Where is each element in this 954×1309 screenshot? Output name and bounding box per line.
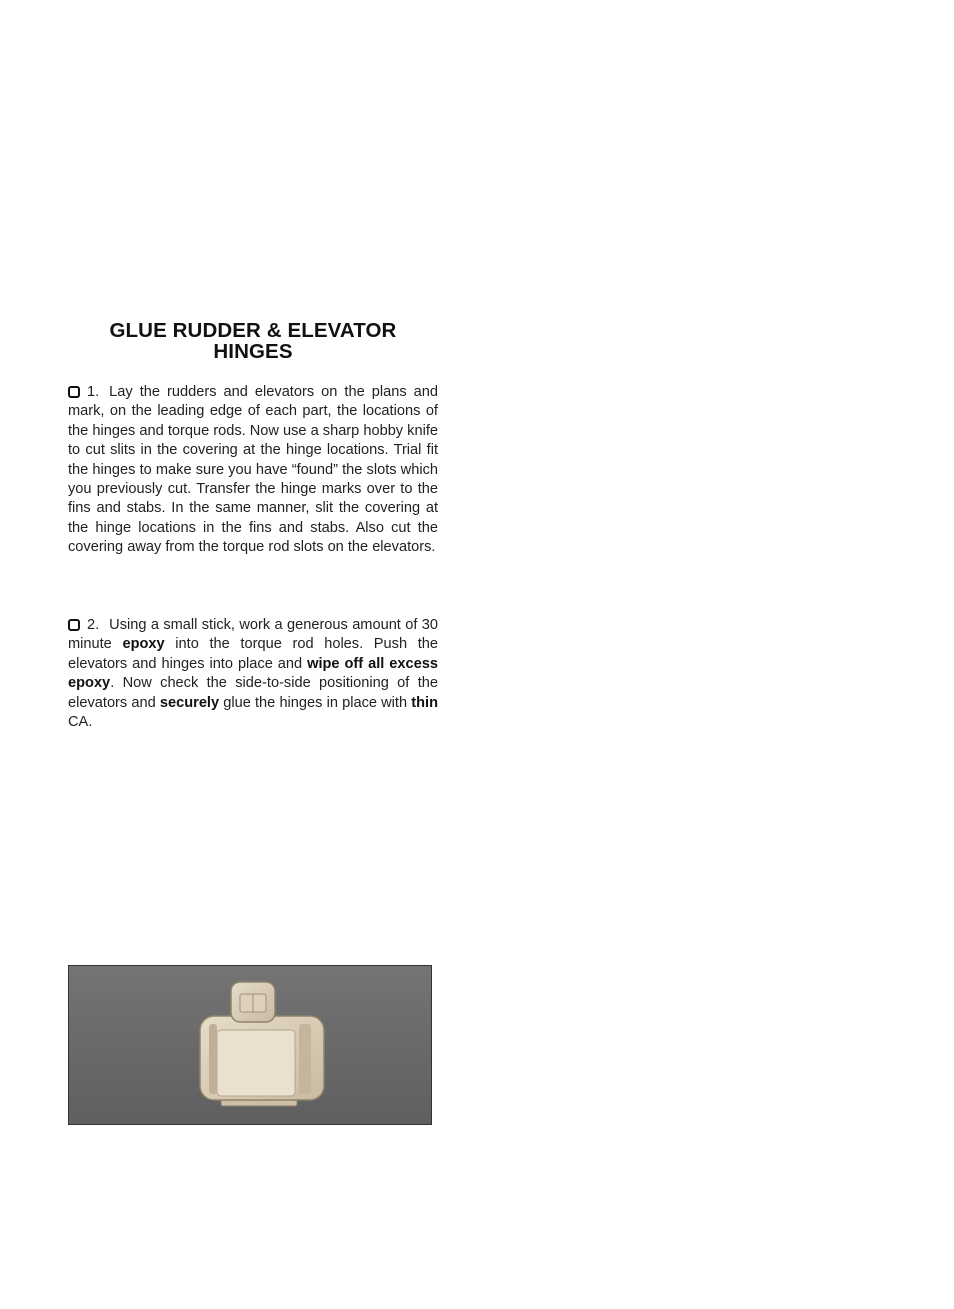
step-text-bold: securely — [159, 694, 220, 711]
step-text-part: CA. — [68, 714, 93, 731]
hinge-photo — [68, 965, 432, 1125]
step-number: 1. — [87, 384, 100, 400]
step-text-part: into the torque rod holes. Push the elevators and hinges into place and — [68, 636, 439, 672]
step-text-part: glue the hinges in place with — [219, 694, 412, 711]
step-text-bold: epoxy — [122, 636, 165, 653]
section-title-line1: GLUE RUDDER & ELEVATOR — [109, 319, 397, 342]
step-text: Lay the rudders and elevators on the plans and mark, on the leading edge of each part, the locations of the hinges and torque rods. Now use a sharp hobby knife to cut slits in the covering at the hinge locations. Trial fit the hinges to make sure you have “found” the slots which you previously cut. Transfer the hinge marks over to the fins and stabs. In the same manner, slit the covering at the hinge locations in the fins and stabs. Also cut the covering away from the torque rod slots on the elevators. — [68, 384, 438, 556]
step-text-bold: wipe off all excess epoxy — [68, 655, 438, 692]
step-1 — [68, 383, 438, 558]
step-text-bold: thin — [411, 694, 438, 711]
checkbox-step-2[interactable] — [68, 619, 80, 631]
section-title-line2: HINGES — [213, 340, 293, 363]
step-text-part: Using a small stick, work a generous amount of 30 minute — [68, 617, 438, 653]
step-number: 2. — [87, 617, 100, 633]
section-title — [68, 320, 438, 362]
hinge-photo-icon — [69, 966, 431, 1124]
step-2 — [68, 616, 438, 732]
checkbox-step-1[interactable] — [68, 386, 80, 398]
step-text-part: . Now check the side-to-side positioning of the elevators and — [68, 675, 438, 711]
